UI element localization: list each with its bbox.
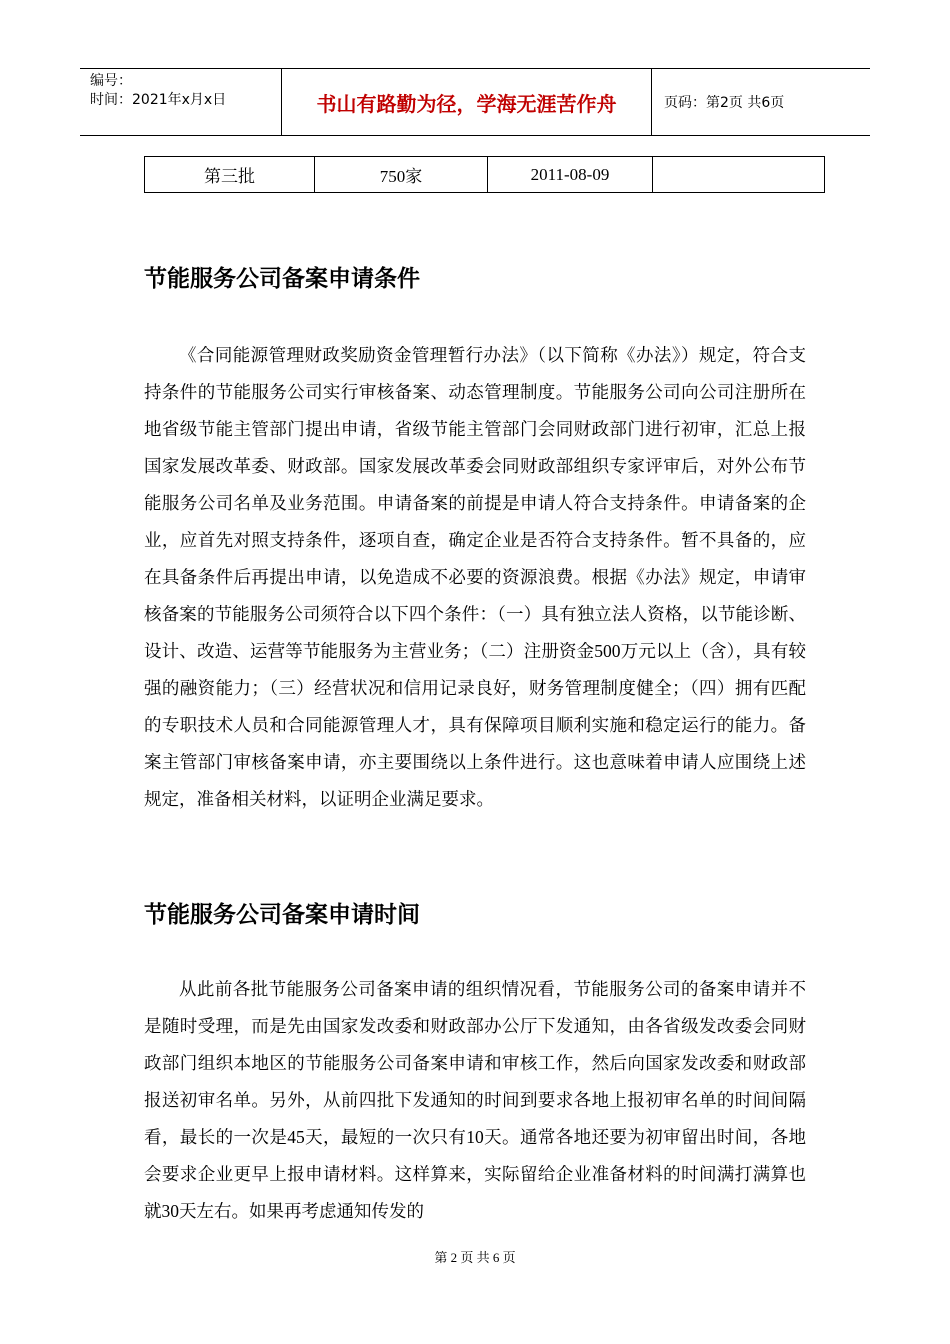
- header-number-label: 编号：: [90, 73, 132, 89]
- table-row: [145, 157, 825, 193]
- header-page-code: 页码：第2页 共6页: [664, 95, 785, 111]
- header-motto: 书山有路勤为径，学海无涯苦作舟: [282, 69, 652, 135]
- table-cell-empty: [653, 157, 825, 193]
- header-info-cell: [80, 69, 282, 135]
- header-time-label: 时间：2021年x月x日: [90, 92, 227, 108]
- table-cell-date: 2011-08-09: [488, 157, 653, 193]
- section-heading-conditions: 节能服务公司备案申请条件: [144, 266, 420, 292]
- page-header: [80, 68, 870, 136]
- section-paragraph-conditions: 《合同能源管理财政奖励资金管理暂行办法》（以下简称《办法》）规定，符合支持条件的节能服务公司实行审核备案、动态管理制度。节能服务公司向公司注册所在地省级节能主管部门提出申请，省级节能主管部门会同财政部门进行初审，汇总上报国家发展改革委、财政部。国家发展改革委会同财政部组织专家评审后，对外公布节能服务公司名单及业务范围。申请备案的前提是申请人符合支持条件。申请备案的企业，应首先对照支持条件，逐项自查，确定企业是否符合支持条件。暂不具备的，应在具备条件后再提出申请，以免造成不必要的资源浪费。根据《办法》规定，申请审核备案的节能服务公司须符合以下四个条件：（一）具有独立法人资格，以节能诊断、设计、改造、运营等节能服务为主营业务；（二）注册资金500万元以上（含），具有较强的融资能力；（三）经营状况和信用记录良好，财务管理制度健全；（四）拥有匹配的专职技术人员和合同能源管理人才，具有保障项目顺利实施和稳定运行的能力。备案主管部门审核备案申请，亦主要围绕以上条件进行。这也意味着申请人应围绕上述规定，准备相关材料，以证明企业满足要求。: [144, 345, 806, 809]
- table-cell-count: 750家: [315, 157, 488, 193]
- batch-table: [144, 156, 825, 193]
- section-heading-timing: 节能服务公司备案申请时间: [144, 902, 420, 928]
- section-paragraph-timing: 从此前各批节能服务公司备案申请的组织情况看，节能服务公司的备案申请并不是随时受理，而是先由国家发改委和财政部办公厅下发通知，由各省级发改委会同财政部门组织本地区的节能服务公司备案申请和审核工作，然后向国家发改委和财政部报送初审名单。另外，从前四批下发通知的时间到要求各地上报初审名单的时间间隔看，最长的一次是45天，最短的一次只有10天。通常各地还要为初审留出时间，各地会要求企业更早上报申请材料。这样算来，实际留给企业准备材料的时间满打满算也就30天左右。如果再考虑通知传发的: [144, 979, 806, 1221]
- page-footer: 第 2 页 共 6 页: [434, 1250, 516, 1265]
- table-cell-batch: 第三批: [145, 157, 315, 193]
